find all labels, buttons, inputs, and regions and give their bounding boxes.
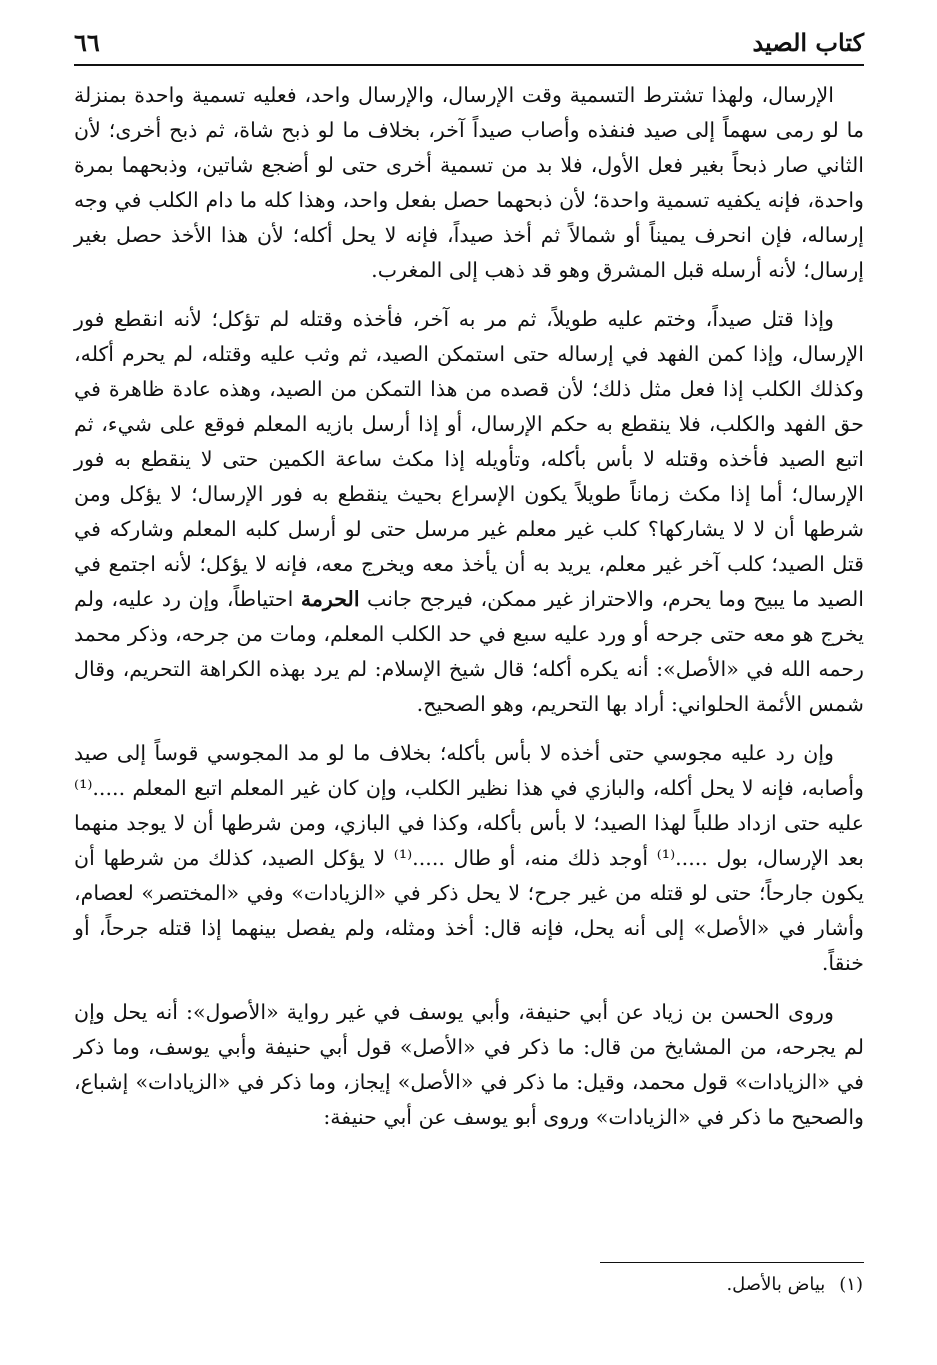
body-text	[74, 78, 864, 1135]
header-rule	[74, 64, 864, 66]
bold-term: الحرمة	[300, 587, 360, 611]
paragraph-text: وروى الحسن بن زياد عن أبي حنيفة، وأبي يوسف في غير رواية «الأصول»: أنه يحل وإن لم يجرحه، من المشايخ من قال: ما ذكر في «الأصل» قول أبي حنيفة وأبي يوسف، وما ذكر في «الزيادات» قول محمد، وقيل: ما ذكر في «الأصل» إيجاز، وما ذكر في «الزيادات» إشباع، والصحيح ما ذكر في «الزيادات» وروى أبو يوسف عن أبي حنيفة:	[74, 1000, 864, 1129]
page-number: ٦٦	[74, 28, 100, 57]
page-header	[74, 26, 864, 66]
footnote	[463, 1270, 863, 1300]
paragraph-text: الإرسال، ولهذا تشترط التسمية وقت الإرسال، والإرسال واحد، فعليه تسمية واحدة بمنزلة ما لو رمى سهماً إلى صيد فنفذه وأصاب صيداً آخر، بخلاف ما لو ذبح شاة، ثم ذبح أخرى؛ لأن الثاني صار ذبحاً بغير فعل الأول، فلا بد من تسمية أخرى حتى لو أضجع شاتين، وذبحهما بمرة واحدة، فإنه يكفيه تسمية واحدة؛ لأن ذبحهما حصل بفعل واحد، وهذا كله ما دام الكلب في وجه إرساله، فإن انحرف يميناً أو شمالاً ثم أخذ صيداً، فإنه لا يحل أكله؛ لأن هذا الأخذ حصل بغير إرسال؛ لأنه أرسله قبل المشرق وهو قد ذهب إلى المغرب.	[74, 83, 864, 282]
paragraph-text: احتياطاً، وإن رد عليه، ولم يخرج هو معه حتى جرحه أو ورد عليه سبع في حد الكلب المعلم، ومات من جرحه، وذكر محمد رحمه الله في «الأصل»: أنه يكره أكله؛ قال شيخ الإسلام: لم يرد بهذه الكراهة التحريم، وقال شمس الأئمة الحلواني: أراد بها التحريم، وهو الصحيح.	[74, 587, 864, 716]
footnote-rule	[600, 1262, 864, 1263]
paragraph	[74, 736, 864, 981]
paragraph	[74, 78, 864, 288]
paragraph	[74, 302, 864, 722]
paragraph	[74, 995, 864, 1135]
paragraph-text: وإن رد عليه مجوسي حتى أخذه لا بأس بأكله؛ بخلاف ما لو مد المجوسي قوساً إلى صيد وأصابه، فإنه لا يحل أكله، والبازي في هذا نظير الكلب، وإن كان غير المعلم اتبع المعلم .....⁽¹⁾ عليه حتى ازداد طلباً لهذا الصيد؛ لا بأس بأكله، وكذا في البازي، ومن شرطها أن لا يوجد منهما بعد الإرسال، بول .....⁽¹⁾ أوجد ذلك منه، أو طال .....⁽¹⁾ لا يؤكل الصيد، كذلك من شرطها أن يكون جارحاً؛ حتى لو قتله من غير جرح؛ لا يحل ذكر في «الزيادات» وفي «المختصر» لعصام، وأشار في «الأصل» إلى أنه يحل، فإنه قال: أخذ ومثله، ولم يفصل بينهما إذا قتله جرحاً، أو خنقاً.	[74, 741, 865, 975]
footnote-number: (١)	[839, 1274, 863, 1295]
paragraph-text: وإذا قتل صيداً، وختم عليه طويلاً، ثم مر به آخر، فأخذه وقتله لم تؤكل؛ لأنه انقطع فور الإرسال، وإذا كمن الفهد في إرساله حتى استمكن الصيد، ثم وثب عليه وقتله، لم يحرم أكله، وكذلك الكلب إذا فعل مثل ذلك؛ لأن قصده من هذا التمكن من الصيد، وهذه عادة ظاهرة في حق الفهد والكلب، فلا ينقطع به حكم الإرسال، أو إذا أرسل بازيه المعلم فوقع على شيء، ثم اتبع الصيد فأخذه وقتله لا بأس بأكله، وتأويله إذا مكث ساعة الكمين حتى لا ينقطع به فور الإرسال؛ أما إذا مكث زماناً طويلاً يكون الإسراع بحيث ينقطع به فور الإرسال؛ لا يؤكل ومن شرطها أن لا لا يشاركها؟ كلب غير معلم غير مرسل حتى لو أرسل كلبه المعلم وشاركه في قتل الصيد؛ كلب آخر غير معلم، يريد به أن يأخذ معه ويخرج معه، فإنه لا يؤكل؛ لأنه اجتمع في الصيد ما يبيح وما يحرم، والاحتراز غير ممكن، فيرجح جانب	[74, 307, 864, 611]
footnote-text: بياض بالأصل.	[726, 1274, 826, 1295]
chapter-title: كتاب الصيد	[752, 28, 864, 57]
